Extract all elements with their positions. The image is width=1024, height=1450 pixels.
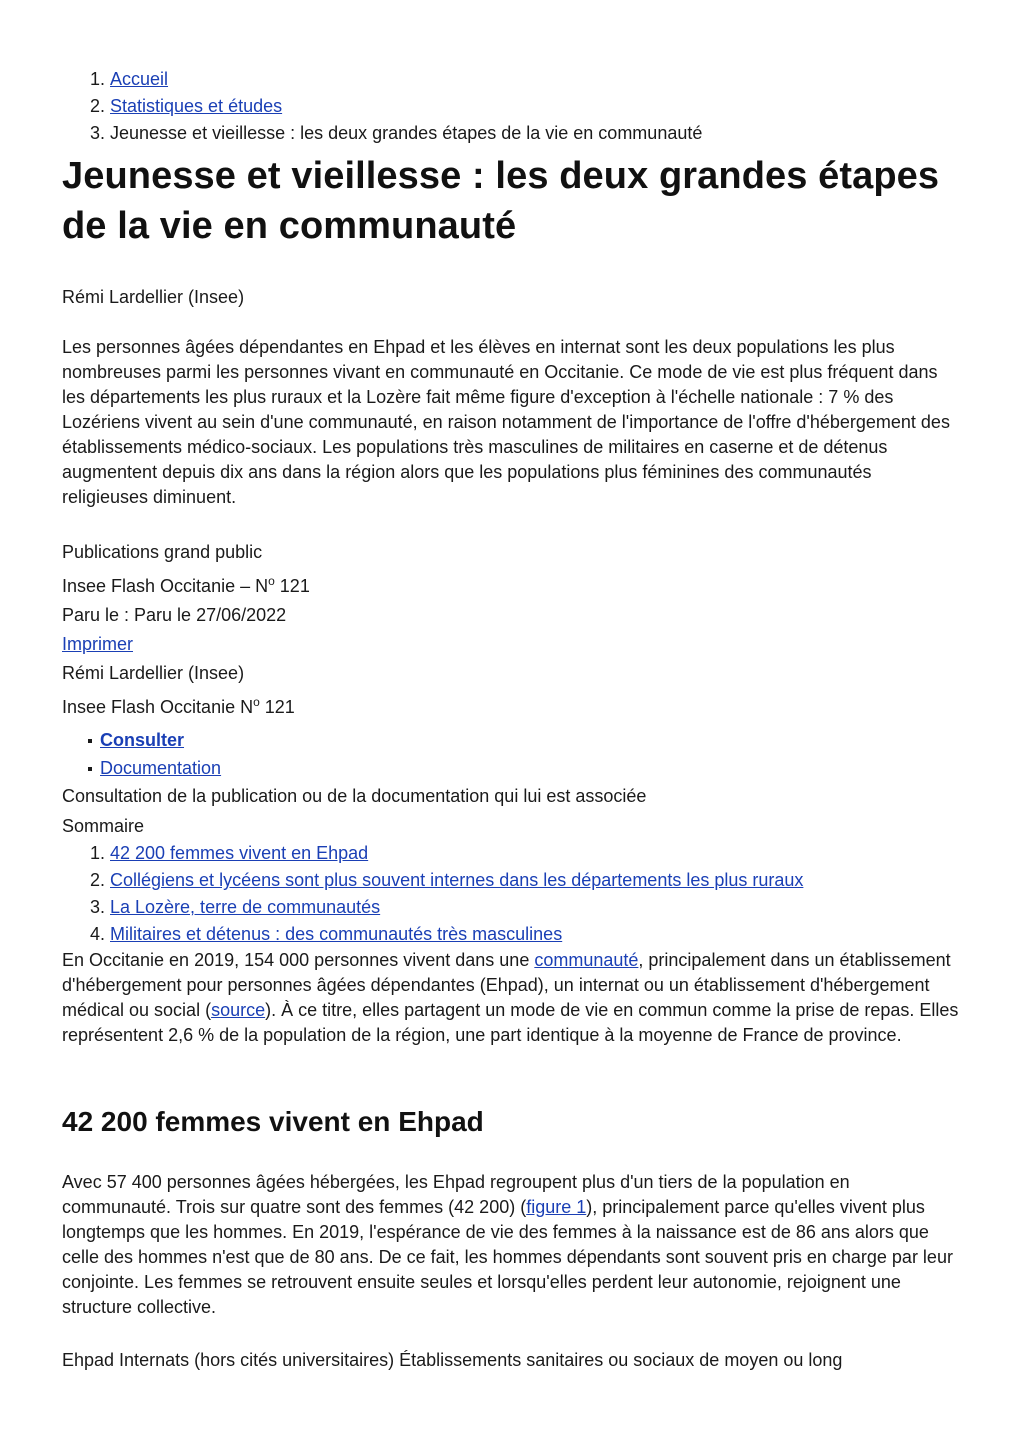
source-link[interactable]: source (211, 1000, 266, 1021)
collection-number-2: 121 (259, 697, 295, 718)
summary-item (110, 921, 962, 948)
document-page (62, 66, 962, 1373)
breadcrumb-item-stats (110, 93, 962, 120)
intro-paragraph (62, 948, 962, 1048)
intro-text-2: , principalement dans un établissement d'hébergement pour personnes âgées dépendantes (Ehpad), un internat ou un établissement d'hébergement médical ou social ( (62, 950, 951, 1021)
collection-name-2: Insee Flash Occitanie N (62, 697, 254, 718)
figure-legend: Ehpad Internats (hors cités universitaires) Établissements sanitaires ou sociaux de moyen ou long (62, 1350, 843, 1371)
publication-collection (62, 567, 962, 601)
summary-item (110, 894, 962, 921)
summary-link-3[interactable]: La Lozère, terre de communautés (110, 897, 381, 918)
publication-category: Publications grand public (62, 542, 263, 563)
publication-meta (62, 538, 962, 722)
tab-documentation (88, 754, 962, 782)
summary-link-2[interactable]: Collégiens et lycéens sont plus souvent internes dans les départements les plus ruraux (110, 870, 804, 891)
communaute-link[interactable]: communauté (534, 950, 639, 971)
collection-sup-2: o (253, 695, 260, 710)
publication-date: Paru le : Paru le 27/06/2022 (62, 605, 287, 626)
summary-item (110, 867, 962, 894)
section-paragraph (62, 1170, 962, 1320)
tab-consulter (88, 726, 962, 754)
tabs-caption: Consultation de la publication ou de la documentation qui lui est associée (62, 786, 647, 807)
collection-sup: o (268, 574, 275, 589)
publication-author: Rémi Lardellier (Insee) (62, 663, 245, 684)
tab-documentation-link[interactable]: Documentation (100, 758, 222, 779)
page-title: Jeunesse et vieillesse : les deux grandes étapes de la vie en communauté (62, 155, 940, 247)
print-link[interactable]: Imprimer (62, 634, 133, 655)
figure-1-link[interactable]: figure 1 (526, 1197, 587, 1218)
tab-consulter-link[interactable]: Consulter (100, 730, 185, 751)
author: Rémi Lardellier (Insee) (62, 287, 245, 307)
intro-text-1: En Occitanie en 2019, 154 000 personnes vivent dans une (62, 950, 535, 971)
summary-list (62, 840, 962, 948)
breadcrumb-item-home (110, 66, 962, 93)
breadcrumb-item-current: 3. Jeunesse et vieillesse : les deux grandes étapes de la vie en communauté (110, 120, 962, 147)
collection-number: 121 (274, 576, 310, 597)
publication-tabs (62, 726, 962, 782)
breadcrumb-link-stats[interactable]: Statistiques et études (110, 96, 283, 116)
intro-text-3: ). À ce titre, elles partagent un mode de vie en commun comme la prise de repas. Elles représentent 2,6 % de la population de la région, une part identique à la moyenne de France de province. (62, 1000, 959, 1046)
section-text-1: Avec 57 400 personnes âgées hébergées, les Ehpad regroupent plus d'un tiers de la population en communauté. Trois sur quatre sont des femmes (42 200) ( (62, 1172, 850, 1218)
section-heading: 42 200 femmes vivent en Ehpad (62, 1106, 484, 1138)
breadcrumb-link-home[interactable]: Accueil (110, 69, 169, 89)
breadcrumb (62, 66, 962, 147)
abstract: Les personnes âgées dépendantes en Ehpad et les élèves en internat sont les deux populations les plus nombreuses parmi les personnes vivant en communauté en Occitanie. Ce mode de vie est plus fréquent dans les départements les plus ruraux et la Lozère fait même figure d'exception à l'échelle nationale : 7 % des Lozériens vivent au sein d'une communauté, en raison notamment de l'importance de l'offre d'hébergement des établissements médico-sociaux. Les populations très masculines de militaires en caserne et de détenus augmentent depuis dix ans dans la région alors que les populations plus féminines des communautés religieuses diminuent. (62, 337, 950, 508)
collection-name: Insee Flash Occitanie – N (62, 576, 269, 597)
publication-collection-2 (62, 688, 962, 722)
print-row (62, 630, 962, 659)
summary-title: Sommaire (62, 816, 145, 837)
summary-link-1[interactable]: 42 200 femmes vivent en Ehpad (110, 843, 369, 864)
section-text-2: ), principalement parce qu'elles vivent plus longtemps que les hommes. En 2019, l'espérance de vie des femmes à la naissance est de 86 ans alors que celle des hommes n'est que de 80 ans. De ce fait, les hommes dépendants sont souvent pris en charge par leur conjointe. Les femmes se retrouvent ensuite seules et lorsqu'elles perdent leur autonomie, rejoignent une structure collective. (62, 1197, 953, 1318)
summary-link-4[interactable]: Militaires et détenus : des communautés très masculines (110, 924, 563, 945)
summary-item (110, 840, 962, 867)
